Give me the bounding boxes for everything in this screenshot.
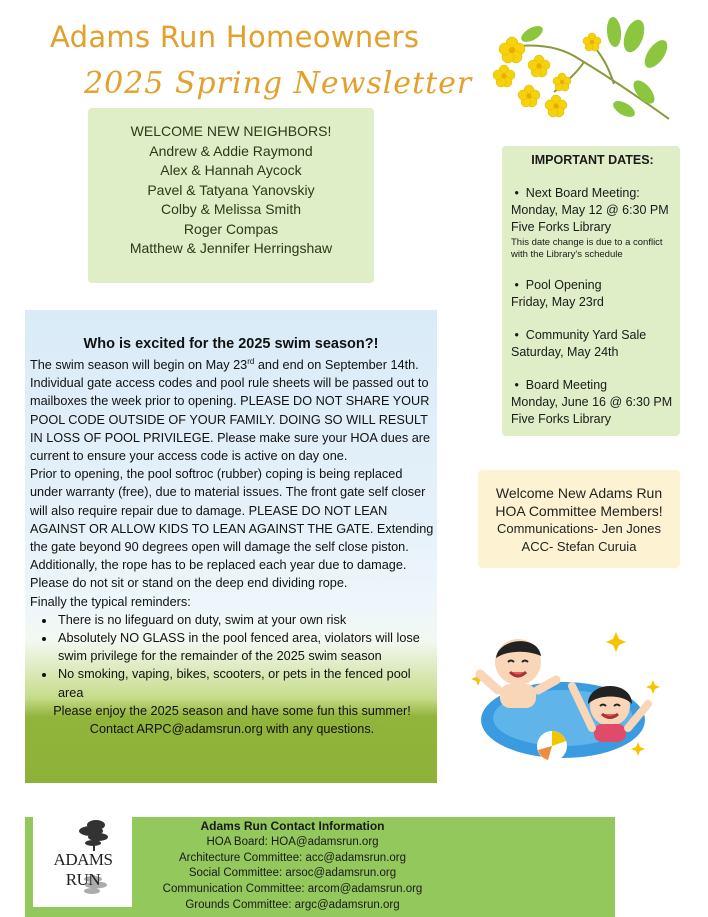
swim-text-part: The swim season will begin on May 23: [30, 358, 248, 372]
adams-run-logo: [33, 817, 132, 907]
date-item-line: Monday, May 12 @ 6:30 PM: [511, 203, 669, 217]
date-item-note: This date change is due to a conflict with the Library's schedule: [511, 237, 663, 260]
contact-line: HOA Board: HOA@adamsrun.org: [206, 835, 379, 848]
flower-branch-illustration: [484, 14, 672, 132]
date-item-title: Board Meeting: [525, 378, 608, 392]
reminder-item: • Absolutely NO GLASS in the pool fenced area, violators will lose swim privilege for the remainder of the 2025 swim season: [56, 629, 434, 665]
neighbor-name: Alex & Hannah Aycock: [160, 162, 302, 178]
reminders-list: [30, 611, 434, 702]
contact-line: Social Committee: arsoc@adamsrun.org: [188, 867, 397, 880]
welcome-neighbors-box: [88, 108, 374, 283]
yellow-flowers: [493, 33, 601, 117]
swim-closing: Please enjoy the 2025 season and have some fun this summer!: [53, 703, 411, 718]
date-item: • Pool Opening Friday, May 23rd: [511, 277, 674, 311]
committee-welcome-box: [478, 470, 680, 568]
swim-heading: Who is excited for the 2025 swim season?!: [83, 336, 379, 352]
date-item-line: Saturday, May 24th: [511, 345, 619, 359]
date-item: • Board Meeting Monday, June 16 @ 6:30 PM Five Forks Library: [511, 378, 673, 426]
neighbor-name: Colby & Melissa Smith: [160, 201, 302, 217]
committee-line: Welcome New Adams Run: [495, 485, 663, 501]
beach-ball: [537, 731, 567, 761]
date-item-title: Next Board Meeting:: [525, 186, 640, 200]
swim-text-sup: rd: [247, 356, 255, 366]
logo-text: ADAMS RUN: [53, 850, 113, 889]
swim-paragraph: [30, 356, 434, 465]
contact-heading: Adams Run Contact Information: [200, 819, 385, 833]
swim-paragraph: Prior to opening, the pool softroc (rubber) coping is being replaced under warranty (free), due to material issues. The front gate self closer will also require repair due to damage. PLEASE DO NOT LEAN AGAINST OR ALLOW KIDS TO LEAN AGAINST THE GATE. Extending the gate beyond 90 degrees open will damage the self close piston. Additionally, the rope has to be replaced each year due to damage. Please do not sit or stand on the deep end dividing rope.: [30, 467, 434, 591]
date-item-line: Five Forks Library: [511, 412, 612, 426]
contact-line: Communication Committee: arcom@adamsrun.org: [162, 883, 423, 896]
date-item-title: Pool Opening: [525, 278, 602, 292]
date-item: • Community Yard Sale Saturday, May 24th: [511, 327, 674, 361]
committee-line: HOA Committee Members!: [495, 503, 663, 519]
important-dates-box: [502, 146, 680, 436]
reminder-item: • No smoking, vaping, bikes, scooters, or pets in the fenced pool area: [56, 665, 434, 701]
swim-season-box: [25, 310, 437, 783]
contact-info: [140, 819, 445, 914]
welcome-heading: WELCOME NEW NEIGHBORS!: [130, 123, 332, 139]
date-item-line: Friday, May 23rd: [511, 295, 604, 309]
contact-line: Architecture Committee: acc@adamsrun.org: [178, 851, 407, 864]
swim-text-part: and end on September 14th. Individual gate access codes and pool rule sheets will be passed out to mailboxes the week prior to opening. PLEASE DO NOT SHARE YOUR POOL CODE OUTSIDE OF YOUR FAMILY. DOING SO WILL RESULT IN LOSS OF POOL PRIVILEGE. Please make sure your HOA dues are current to ensure your access code is active on day one.: [30, 358, 431, 464]
neighbor-name: Matthew & Jennifer Herringshaw: [129, 240, 333, 256]
neighbor-name: Andrew & Addie Raymond: [149, 142, 313, 159]
date-item-line: Monday, June 16 @ 6:30 PM: [511, 395, 673, 409]
committee-member: Communications- Jen Jones: [496, 521, 662, 536]
footer-contact-bar: [25, 817, 615, 917]
date-item-title: Community Yard Sale: [525, 328, 647, 342]
date-item: • Next Board Meeting: Monday, May 12 @ 6:30 PM Five Forks Library This date change is due to a conflict with the Library's schedule: [511, 185, 674, 261]
kids-swimming-illustration: [468, 620, 678, 770]
swim-paragraph: Finally the typical reminders:: [30, 594, 191, 609]
newsletter-subtitle: 2025 Spring Newsletter: [84, 66, 473, 101]
dates-heading: IMPORTANT DATES:: [531, 153, 654, 167]
date-item-line: Five Forks Library: [511, 220, 612, 234]
contact-line: Grounds Committee: argc@adamsrun.org: [185, 898, 400, 911]
committee-member: ACC- Stefan Curuia: [521, 539, 637, 554]
neighbor-name: Pavel & Tatyana Yanovskiy: [147, 181, 315, 198]
newsletter-title: Adams Run Homeowners: [50, 20, 420, 54]
swim-body: [30, 356, 434, 738]
neighbor-name: Roger Compas: [183, 220, 279, 237]
swim-contact: Contact ARPC@adamsrun.org with any questions.: [89, 722, 375, 737]
reminder-item: • There is no lifeguard on duty, swim at your own risk: [56, 611, 434, 629]
